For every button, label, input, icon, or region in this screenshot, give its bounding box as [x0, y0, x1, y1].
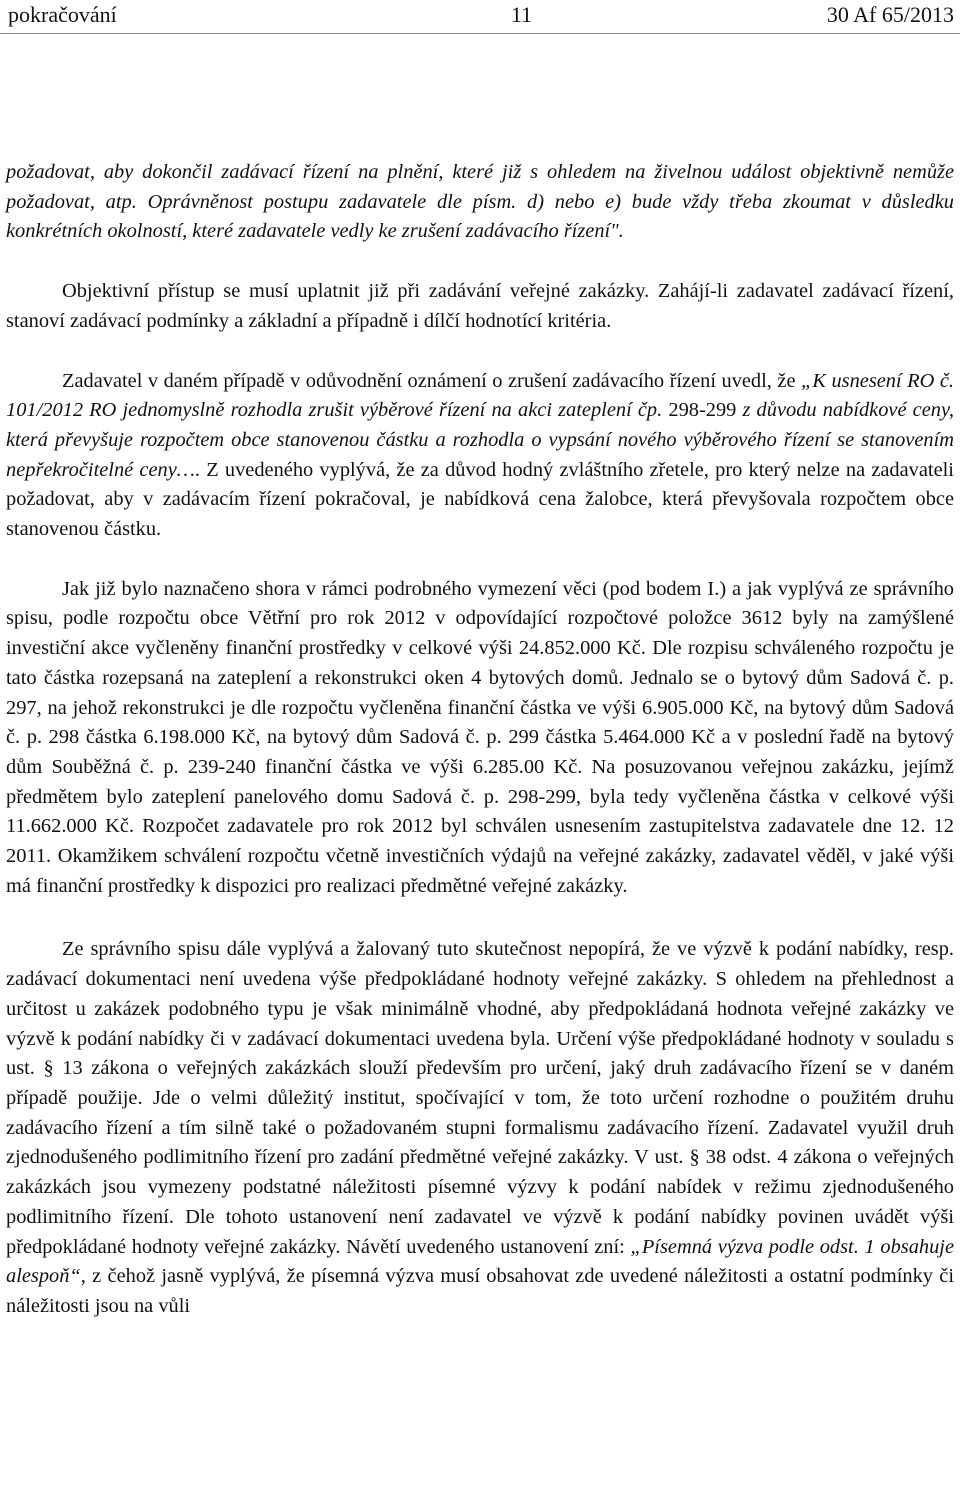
paragraph-text: . Z uvedeného vyplývá, že za důvod hodný zvláštního zřetele, pro který nelze na zadavateli požadovat, aby v zadávacím řízení pokračoval, je nabídková cena žalobce, která převyšovala rozpočtem obce stanovenou částku.: [6, 458, 954, 541]
document-body: [6, 158, 954, 1322]
paragraph-text: Ze správního spisu dále vyplývá a žalovaný tuto skutečnost nepopírá, že ve výzvě k podání nabídky, resp. zadávací dokumentaci není uvedena výše předpokládané hodnoty veřejné zakázky. S ohledem na přehlednost a určitost u zakázek podobného typu je však minimálně vhodné, aby předpokládaná hodnota veřejné zakázky ve výzvě k podání nabídky či v zadávací dokumentaci uvedena byla. Určení výše předpokládané hodnoty v souladu s ust. § 13 zákona o veřejných zakázkách slouží především pro určení, jaký druh zadávacího řízení se v daném případě použije. Jde o velmi důležitý institut, spočívající v tom, že toto určení rozhodne o použitém druhu zadávacího řízení a tím silně také o požadovaném stupni formalismu zadávacího řízení. Zadavatel využil druh zjednodušeného podlimitního řízení pro zadání předmětné veřejné zakázky. V ust. § 38 odst. 4 zákona o veřejných zakázkách jsou vymezeny podstatné náležitosti písemné výzvy k podání nabídek v režimu zjednodušeného podlimitního řízení. Dle tohoto ustanovení není zadavatel ve výzvě k podání nabídky povinen uvádět výši předpokládané hodnoty veřejné zakázky. Návětí uvedeného ustanovení zní:: [6, 938, 954, 1258]
header-continuation-label: pokračování: [8, 2, 117, 27]
paragraph-text: Objektivní přístup se musí uplatnit již při zadávání veřejné zakázky. Zahájí-li zadavatel zadávací řízení, stanoví zadávací podmínky a základní a případně i dílčí hodnotící kritéria.: [6, 280, 954, 332]
paragraph-text: Jak již bylo naznačeno shora v rámci podrobného vymezení věci (pod bodem I.) a jak vyplývá ze správního spisu, podle rozpočtu obce Větřní pro rok 2012 v odpovídající rozpočtové položce 3612 byly na zamýšlené investiční akce vyčleněny finanční prostředky v celkové výši 24.852.000 Kč. Dle rozpisu schváleného rozpočtu je tato částka rozepsaná na zateplení a rekonstrukci oken 4 bytových domů. Jednalo se o bytový dům Sadová č. p. 297, na jehož rekonstrukci je dle rozpočtu vyčleněna finanční částka ve výši 6.905.000 Kč, na bytový dům Sadová č. p. 298 částka 6.198.000 Kč, na bytový dům Sadová č. p. 299 částka 5.464.000 Kč a v poslední řadě na bytový dům Souběžná č. p. 239-240 finanční částka ve výši 6.285.00 Kč. Na posuzovanou veřejnou zakázku, jejímž předmětem bylo zateplení panelového domu Sadová č. p. 298-299, byla tedy vyčleněna částka v celkové výši 11.662.000 Kč. Rozpočet zadavatele pro rok 2012 byl schválen usnesením zastupitelstva zadavatele dne 12. 12 2011. Okamžikem schválení rozpočtu včetně investičních výdajů na veřejné zakázky, zadavatel věděl, v jaké výši má finanční prostředky k dispozici pro realizaci předmětné veřejné zakázky.: [6, 577, 954, 897]
quoted-text: z důvodu nabídkové ceny, která převyšuje rozpočtem obce stanovenou částku a rozhodla o vypsání nového výběrového řízení se stanovením nepřekročitelné ceny…: [6, 399, 954, 481]
paragraph-cancellation-reason: [6, 367, 954, 545]
paragraph-text: , z čehož jasně vyplývá, že písemná výzva musí obsahovat zde uvedené náležitosti a ostatní podmínky či náležitosti jsou na vůli: [6, 1265, 954, 1317]
page-header: [0, 0, 960, 32]
quoted-text: „Písemná výzva podle odst. 1 obsahuje alespoň“: [6, 1235, 955, 1288]
header-page-number: 11: [511, 2, 533, 27]
header-case-number: 30 Af 65/2013: [826, 2, 954, 27]
quoted-text: „K usnesení RO č. 101/2012 RO jednomyslně rozhodla zrušit výběrové řízení na akci zateplení čp.: [6, 369, 954, 422]
paragraph-budget: [6, 575, 954, 902]
paragraph-text: Zadavatel v daném případě v odůvodnění oznámení o zrušení zadávacího řízení uvedl, že: [62, 369, 801, 392]
paragraph-estimated-value: [6, 935, 954, 1321]
header-divider: [0, 33, 960, 34]
paragraph-text: požadovat, aby dokončil zadávací řízení na plnění, které již s ohledem na živelnou událost objektivně nemůže požadovat, atp. Oprávněnost postupu zadavatele dle písm. d) nebo e) bude vždy třeba zkoumat v důsledku konkrétních okolností, které zadavatele vedly ke zrušení zadávacího řízení".: [6, 161, 954, 243]
paragraph-objective-approach: [6, 277, 954, 336]
paragraph-text: 298-299: [662, 399, 743, 422]
paragraph-quote-continuation: [6, 158, 954, 247]
